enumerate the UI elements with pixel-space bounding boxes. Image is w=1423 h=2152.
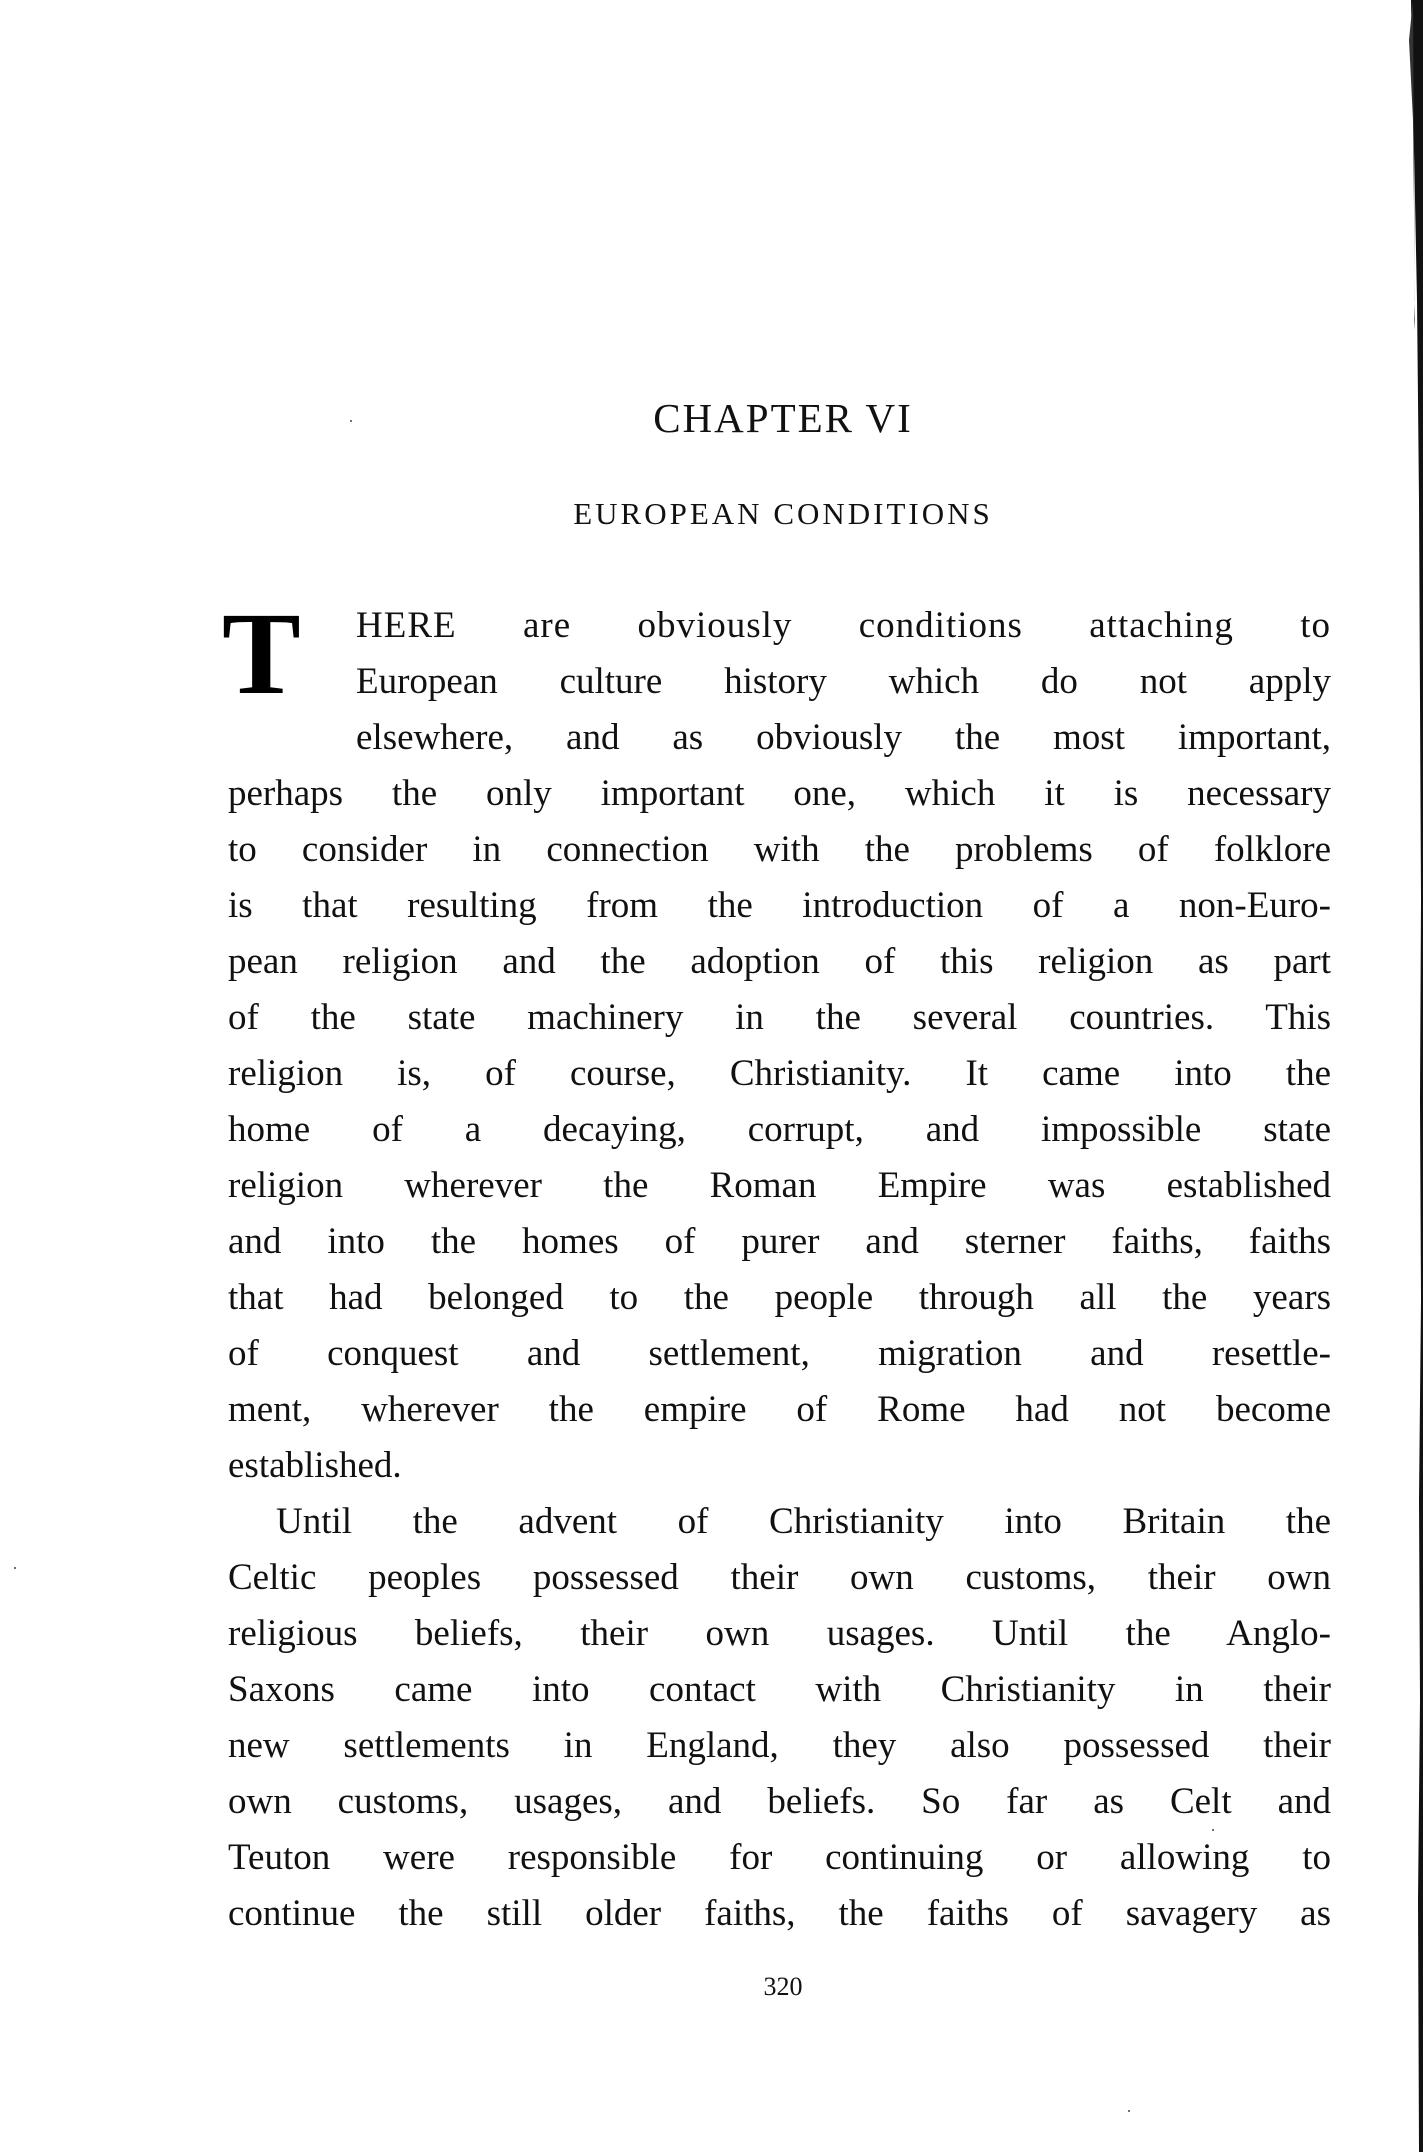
scan-speck bbox=[1212, 1829, 1214, 1831]
text-line: Teuton were responsible for continuing or allowing to bbox=[228, 1837, 1331, 1878]
text-line: that had belonged to the people through all the years bbox=[228, 1277, 1331, 1318]
chapter-title: EUROPEAN CONDITIONS bbox=[573, 496, 993, 531]
text-line: new settlements in England, they also possessed their bbox=[228, 1725, 1331, 1766]
text-line: HERE are obviously conditions attaching to bbox=[356, 605, 1331, 646]
text-line: religious beliefs, their own usages. Until the Anglo- bbox=[228, 1613, 1331, 1654]
text-line: religion is, of course, Christianity. It came into the bbox=[228, 1053, 1331, 1094]
text-line: Until the advent of Christianity into Britain the bbox=[276, 1501, 1331, 1542]
text-line: religion wherever the Roman Empire was established bbox=[228, 1165, 1331, 1206]
chapter-number: CHAPTER VI bbox=[653, 395, 913, 441]
drop-cap-container bbox=[222, 588, 1331, 766]
paragraph-2 bbox=[228, 1494, 1331, 1942]
text-line: Celtic peoples possessed their own customs, their own bbox=[228, 1557, 1331, 1598]
text-line: ment, wherever the empire of Rome had not become bbox=[228, 1389, 1331, 1430]
text-line: is that resulting from the introduction of a non-Euro- bbox=[228, 885, 1331, 926]
scan-speck bbox=[350, 420, 352, 422]
text-line: elsewhere, and as obviously the most important, bbox=[356, 717, 1331, 758]
text-line: continue the still older faiths, the faiths of savagery as bbox=[228, 1893, 1331, 1934]
page-edge-shadow bbox=[1401, 0, 1423, 2152]
scan-speck bbox=[1128, 2110, 1130, 2112]
text-line: perhaps the only important one, which it is necessary bbox=[228, 773, 1331, 814]
drop-cap: T bbox=[222, 588, 301, 719]
text-line: European culture history which do not apply bbox=[356, 661, 1331, 702]
text-line: established. bbox=[228, 1445, 402, 1486]
text-line: of conquest and settlement, migration and resettle- bbox=[228, 1333, 1331, 1374]
text-line: to consider in connection with the problems of folklore bbox=[228, 829, 1331, 870]
text-line: pean religion and the adoption of this religion as part bbox=[228, 941, 1331, 982]
body-text bbox=[222, 588, 1331, 1942]
paragraph-1 bbox=[222, 588, 1331, 1494]
page-number: 320 bbox=[763, 1972, 803, 2001]
text-line: of the state machinery in the several countries. This bbox=[228, 997, 1331, 1038]
text-line: home of a decaying, corrupt, and impossible state bbox=[228, 1109, 1331, 1150]
text-line: own customs, usages, and beliefs. So far as Celt and bbox=[228, 1781, 1331, 1822]
scan-speck bbox=[14, 1567, 16, 1569]
text-line: Saxons came into contact with Christianity in their bbox=[228, 1669, 1331, 1710]
text-line: and into the homes of purer and sterner faiths, faiths bbox=[228, 1221, 1331, 1262]
